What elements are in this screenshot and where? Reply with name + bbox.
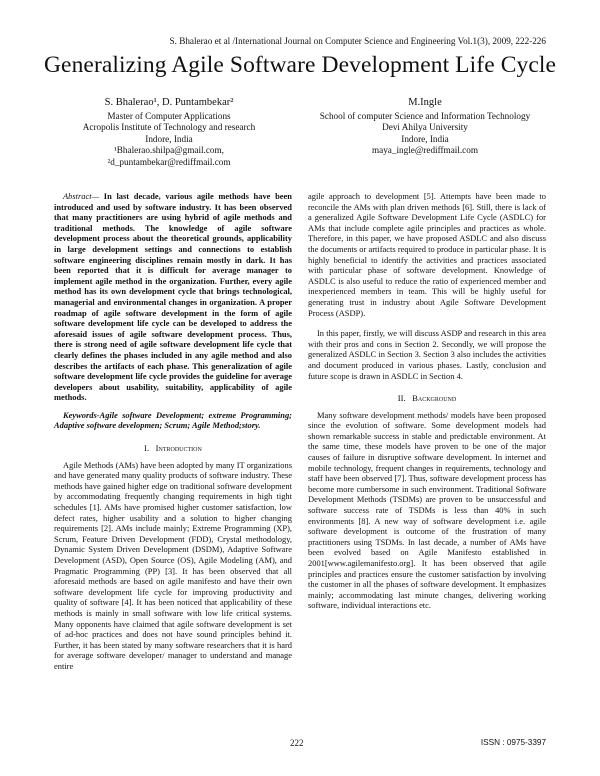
author-email: ²d_puntambekar@rediffmail.com [107, 156, 231, 167]
section-number: II. [397, 393, 406, 404]
running-header: S. Bhalerao et al /International Journal on Computer Science and Engineering Vol.1(3), 2009, 222-226 [169, 36, 546, 46]
author-email: ¹Bhalerao.shilpa@gmail.com, [114, 145, 224, 156]
left-column [54, 191, 292, 672]
section-title: Introduction [155, 443, 202, 454]
page-number: 222 [290, 738, 304, 748]
abstract-body: In last decade, various agile methods have been introduced and used by software industry. It has been observed that many practitioners are using hybrid of agile methods and traditional methods. The knowledge of agile software development process about the theoretical grounds, applicability in large development settings and connections to establish software engineering disciplines remain mostly in dark. It has been reported that it is difficult for average manager to implement agile method in the organization. Further, every agile method has its own development cycle that brings technological, managerial and environmental changes in organization. A proper roadmap of agile software development in the form of agile software development life cycle can be developed to address the aforesaid issues of agile software development process. Thus, there is strong need of agile software development life cycle that clearly defines the phases included in any agile method and also describes the artifacts of each phase. This generalization of agile software development life cycle provides the guideline for average developers about usability, suitability, applicability of agile methods. [54, 191, 292, 403]
author-block-right [310, 97, 540, 157]
issn: ISSN : 0975-3397 [480, 738, 546, 747]
paper-title: Generalizing Agile Software Development Life Cycle [43, 52, 557, 78]
abstract [54, 191, 292, 403]
affiliation-line: Devi Ahilya University [382, 122, 468, 133]
author-names-left: S. Bhalerao¹, D. Puntambekar² [104, 97, 234, 108]
intro-paragraph: Agile Methods (AMs) have been adopted by many IT organizations and have generated many quality products of software industry. These methods have gained higher edge on traditional software development by accommodating frequently changing requirements in high tight schedules [1]. AMs have promised higher customer satisfaction, low defect rates, higher usability and a solution to higher changing requirements [2]. AMs include mainly; Extreme Programming (XP), Scrum, Feature Driven Development (FDD), Crystal methodology, Dynamic System Driven Development (DSDM), Adaptive Software Development (ASD), Open Source (OS), Agile Modeling (AM), and Pragmatic Programming (PP) [3]. It has been observed that all aforesaid methods are based on agile manifesto and have their own software development life cycle for improving productivity and quality of software [4]. It has been noticed that applicability of these methods is mainly in small software with low life critical systems. Many opponents have claimed that agile software development is set of ad-hoc practices and does not have sound principles behind it. Further, it has been stated by many software researchers that it is hard for average software developer/ manager to understand and manage entire [54, 459, 292, 671]
intro-paragraph-outline: In this paper, firstly, we will discuss ASDP and research in this area with their pros and cons in Section 2. Secondly, we will propose the generalized ASDLC in Section 3. Section 3 also includes the activities and document produced in various phases. Lastly, conclusion and future scope is drawn in ASDLC in Section 4. [308, 328, 546, 381]
section-number: I. [144, 443, 150, 454]
author-block-left [64, 97, 274, 169]
right-column [308, 191, 546, 611]
keywords: Keywords-Agile software Development; extreme Programming; Adaptive software developmen; Scrum; Agile Method;story. [54, 409, 292, 431]
affiliation-line: Indore, India [145, 133, 193, 144]
section-title: Background [412, 393, 457, 404]
section-heading-background [308, 393, 546, 404]
author-email: maya_ingle@rediffmail.com [371, 145, 478, 156]
author-name-right: M.Ingle [408, 97, 442, 108]
abstract-lead: Abstract— [63, 191, 100, 201]
intro-paragraph-continued: agile approach to development [5]. Attempts have been made to reconcile the AMs with plan driven methods [6]. Still, there is lack of a generalized Agile Software Development Life Cycle (ASDLC) for AMs that include complete agile principles and practices as whole. Therefore, in this paper, we have proposed ASDLC and also discuss the documents or artifacts required to produce in particular phase. It is highly beneficial to identify the activities and practices associated with particular phase of software development. Knowledge of ASDLC is also useful to reduce the ratio of experienced member and inexperienced members in team. This will be highly useful for generating trust in industry about Agile Software Development Process (ASDP). [308, 191, 546, 318]
background-paragraph: Many software development methods/ models have been proposed since the evolution of software. Some development models had shown remarkable success in stable and predictable environment. At the same time, these models have proven to be one of the major causes of failure in disruptive software development. In internet and mobile technology, frequent changes in requirements, technology and staff have been observed [7]. Thus, software development process has become more cumbersome in such environment. Traditional Software Development Methods (TSDMs) are proven to be unsuccessful and software success rate of TSDMs is less than 40% in such environments [8]. A new way of software development i.e. agile software development is outcome of the frustration of many practitioners using TSDMs. In last decade, a number of AMs have been evolved based on Agile Manifesto established in 2001[www.agilemanifesto.org]. It has been observed that agile principles and practices ensure the customer satisfaction by involving the customer in all the phases of software development. It emphasizes mainly; accommodating last minute changes, delivering working software, individual interactions etc. [308, 409, 546, 611]
section-heading-introduction [54, 443, 292, 454]
affiliation-line: Indore, India [401, 133, 449, 144]
affiliation-line: Acropolis Institute of Technology and research [82, 122, 256, 133]
affiliation-line: Master of Computer Applications [107, 110, 231, 121]
affiliation-line: School of computer Science and Information Technology [319, 110, 531, 121]
